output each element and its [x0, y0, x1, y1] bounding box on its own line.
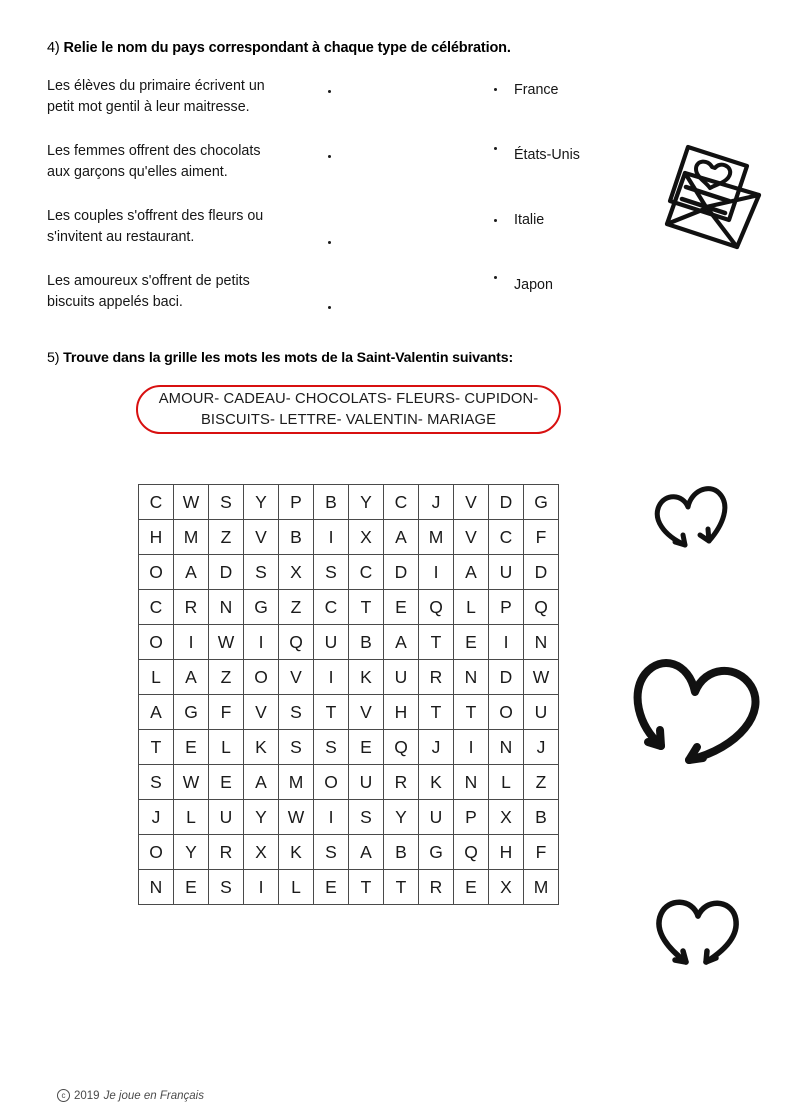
word-search-cell[interactable]: S [279, 730, 314, 765]
word-search-cell[interactable]: L [489, 765, 524, 800]
word-search-row [139, 590, 559, 625]
word-search-cell[interactable]: V [349, 695, 384, 730]
word-search-cell[interactable]: L [139, 660, 174, 695]
word-search-cell[interactable]: W [524, 660, 559, 695]
match-statement [47, 206, 317, 248]
match-statement-line1: Les femmes offrent des chocolats [47, 143, 261, 159]
word-search-cell[interactable]: D [524, 555, 559, 590]
exercise-4-number: 4) [47, 40, 60, 56]
word-search-cell[interactable]: T [139, 730, 174, 765]
word-search-cell[interactable]: A [349, 835, 384, 870]
word-search-cell[interactable]: T [454, 695, 489, 730]
match-dot-left[interactable] [328, 306, 331, 309]
match-statement-line1: Les couples s'offrent des fleurs ou [47, 208, 264, 224]
word-search-cell[interactable]: G [244, 590, 279, 625]
match-dot-left[interactable] [328, 90, 331, 93]
word-search-row [139, 555, 559, 590]
word-search-cell[interactable]: Y [244, 485, 279, 520]
match-dot-right[interactable] [494, 88, 497, 91]
word-search-row [139, 660, 559, 695]
word-search-cell[interactable]: X [489, 800, 524, 835]
word-search-cell[interactable]: U [524, 695, 559, 730]
heart-small-bottom-icon [648, 888, 748, 980]
word-search-cell[interactable]: C [139, 590, 174, 625]
match-row [47, 271, 657, 336]
word-search-cell[interactable]: N [489, 730, 524, 765]
word-search-cell[interactable]: E [384, 590, 419, 625]
word-search-cell[interactable]: L [174, 800, 209, 835]
match-row [47, 141, 657, 206]
word-search-cell[interactable]: M [279, 765, 314, 800]
word-search-cell[interactable]: U [209, 800, 244, 835]
word-list-line-1: AMOUR- CADEAU- CHOCOLATS- FLEURS- CUPIDON- [158, 390, 539, 407]
word-search-cell[interactable]: V [279, 660, 314, 695]
word-search-row [139, 835, 559, 870]
word-search-cell[interactable]: S [314, 555, 349, 590]
word-search-cell[interactable]: S [314, 730, 349, 765]
word-search-cell[interactable]: T [419, 625, 454, 660]
word-search-cell[interactable]: N [139, 870, 174, 905]
word-search-row [139, 765, 559, 800]
word-search-cell[interactable]: B [349, 625, 384, 660]
match-country: États-Unis [514, 147, 580, 163]
match-row [47, 206, 657, 271]
exercise-4-heading-text: Relie le nom du pays correspondant à chaque type de célébration. [63, 40, 511, 56]
copyright-icon: c [57, 1089, 70, 1102]
word-search-cell[interactable]: M [524, 870, 559, 905]
word-search-cell[interactable]: J [419, 485, 454, 520]
word-search-cell[interactable]: D [209, 555, 244, 590]
word-search-cell[interactable]: C [139, 485, 174, 520]
word-search-cell[interactable]: P [489, 590, 524, 625]
word-search-cell[interactable]: N [454, 660, 489, 695]
word-search-row [139, 730, 559, 765]
word-search-cell[interactable]: W [209, 625, 244, 660]
word-search-cell[interactable]: G [174, 695, 209, 730]
word-search-cell[interactable]: U [384, 660, 419, 695]
word-search-cell[interactable]: K [349, 660, 384, 695]
word-search-grid[interactable] [138, 484, 559, 905]
word-search-cell[interactable]: X [489, 870, 524, 905]
word-search-cell[interactable]: Q [279, 625, 314, 660]
word-search-cell[interactable]: Q [384, 730, 419, 765]
word-search-cell[interactable]: E [174, 730, 209, 765]
word-search-cell[interactable]: D [384, 555, 419, 590]
word-search-cell[interactable]: A [139, 695, 174, 730]
word-search-cell[interactable]: I [244, 625, 279, 660]
word-search-cell[interactable]: O [139, 835, 174, 870]
match-dot-left[interactable] [328, 155, 331, 158]
word-search-cell[interactable]: I [489, 625, 524, 660]
word-search-cell[interactable]: N [454, 765, 489, 800]
word-search-cell[interactable]: T [384, 870, 419, 905]
exercise-5-heading-text: Trouve dans la grille les mots les mots de la Saint-Valentin suivants: [63, 350, 514, 366]
word-search-cell[interactable]: V [454, 520, 489, 555]
word-search-cell[interactable]: S [139, 765, 174, 800]
word-search-grid-body [139, 485, 559, 905]
word-search-cell[interactable]: N [209, 590, 244, 625]
word-search-cell[interactable]: J [139, 800, 174, 835]
word-search-cell[interactable]: G [419, 835, 454, 870]
word-search-cell[interactable]: U [489, 555, 524, 590]
word-search-cell[interactable]: I [419, 555, 454, 590]
word-search-cell[interactable]: H [384, 695, 419, 730]
word-search-cell[interactable]: I [314, 800, 349, 835]
word-search-cell[interactable]: A [384, 625, 419, 660]
word-search-cell[interactable]: W [174, 765, 209, 800]
word-search-cell[interactable]: A [174, 555, 209, 590]
word-search-cell[interactable]: T [349, 590, 384, 625]
word-search-cell[interactable]: L [454, 590, 489, 625]
exercise-5-number: 5) [47, 350, 60, 366]
footer-brand: Je joue en Français [103, 1089, 204, 1102]
word-search-cell[interactable]: S [244, 555, 279, 590]
matching-exercise [47, 76, 657, 336]
word-search-row [139, 870, 559, 905]
match-dot-right[interactable] [494, 219, 497, 222]
word-search-cell[interactable]: I [244, 870, 279, 905]
word-search-row [139, 800, 559, 835]
heart-large-icon [627, 648, 775, 788]
word-search-cell[interactable]: Z [279, 590, 314, 625]
word-search-cell[interactable]: Q [454, 835, 489, 870]
word-search-cell[interactable]: R [419, 870, 454, 905]
word-search-cell[interactable]: K [244, 730, 279, 765]
word-search-cell[interactable]: I [454, 730, 489, 765]
match-statement-line2: s'invitent au restaurant. [47, 229, 195, 245]
match-country: France [514, 82, 559, 98]
word-search-cell[interactable]: L [279, 870, 314, 905]
word-search-cell[interactable]: Y [244, 800, 279, 835]
word-search-cell[interactable]: B [314, 485, 349, 520]
word-search-cell[interactable]: M [174, 520, 209, 555]
word-search-cell[interactable]: T [349, 870, 384, 905]
match-statement-line2: aux garçons qu'elles aiment. [47, 164, 228, 180]
word-search-cell[interactable]: C [349, 555, 384, 590]
word-list-box [136, 385, 561, 434]
word-search-cell[interactable]: W [279, 800, 314, 835]
word-search-cell[interactable]: R [384, 765, 419, 800]
word-search-cell[interactable]: J [524, 730, 559, 765]
exercise-4-heading [47, 40, 511, 56]
word-search-cell[interactable]: E [314, 870, 349, 905]
match-statement-line2: petit mot gentil à leur maitresse. [47, 99, 250, 115]
word-search-cell[interactable]: F [524, 835, 559, 870]
word-search-cell[interactable]: A [244, 765, 279, 800]
match-row [47, 76, 657, 141]
match-dot-right[interactable] [494, 147, 497, 150]
word-search-cell[interactable]: Z [209, 660, 244, 695]
envelope-with-heart-letter-icon [651, 131, 773, 253]
word-search-cell[interactable]: S [209, 485, 244, 520]
word-search-cell[interactable]: V [454, 485, 489, 520]
word-search-cell[interactable]: C [384, 485, 419, 520]
word-search-cell[interactable]: Y [349, 485, 384, 520]
word-search-cell[interactable]: H [139, 520, 174, 555]
word-search-cell[interactable]: O [314, 765, 349, 800]
exercise-5-heading [47, 350, 513, 366]
word-search-cell[interactable]: O [139, 625, 174, 660]
match-dot-left[interactable] [328, 241, 331, 244]
word-search-cell[interactable]: H [489, 835, 524, 870]
word-search-cell[interactable]: A [454, 555, 489, 590]
word-search-cell[interactable]: I [174, 625, 209, 660]
word-search-row [139, 625, 559, 660]
word-search-cell[interactable]: R [209, 835, 244, 870]
word-search-cell[interactable]: N [524, 625, 559, 660]
word-search-cell[interactable]: E [454, 625, 489, 660]
word-search-cell[interactable]: Q [419, 590, 454, 625]
word-search-cell[interactable]: U [419, 800, 454, 835]
word-search-cell[interactable]: X [244, 835, 279, 870]
word-search-cell[interactable]: E [454, 870, 489, 905]
word-search-cell[interactable]: U [349, 765, 384, 800]
word-search-cell[interactable]: Z [209, 520, 244, 555]
word-search-cell[interactable]: L [209, 730, 244, 765]
word-search-cell[interactable]: B [279, 520, 314, 555]
word-search-row [139, 485, 559, 520]
word-search-cell[interactable]: V [244, 520, 279, 555]
word-search-cell[interactable]: M [419, 520, 454, 555]
match-statement-line2: biscuits appelés baci. [47, 294, 183, 310]
word-search-cell[interactable]: X [279, 555, 314, 590]
word-search-cell[interactable]: Y [384, 800, 419, 835]
word-search-cell[interactable]: D [489, 485, 524, 520]
word-search-cell[interactable]: E [209, 765, 244, 800]
word-search-cell[interactable]: P [454, 800, 489, 835]
word-search-cell[interactable]: G [524, 485, 559, 520]
word-search-cell[interactable]: R [174, 590, 209, 625]
word-search-cell[interactable]: U [314, 625, 349, 660]
match-country: Italie [514, 212, 545, 228]
word-search-cell[interactable]: E [349, 730, 384, 765]
word-search-row [139, 520, 559, 555]
word-search-cell[interactable]: B [384, 835, 419, 870]
word-search-cell[interactable]: I [314, 660, 349, 695]
word-search-cell[interactable]: F [209, 695, 244, 730]
word-search-cell[interactable]: P [279, 485, 314, 520]
word-search-cell[interactable]: K [279, 835, 314, 870]
word-search-cell[interactable]: C [314, 590, 349, 625]
footer-year: 2019 [74, 1089, 100, 1102]
match-dot-right[interactable] [494, 276, 497, 279]
word-search-cell[interactable]: X [349, 520, 384, 555]
word-list-line-2: BISCUITS- LETTRE- VALENTIN- MARIAGE [200, 411, 497, 428]
word-search-cell[interactable]: W [174, 485, 209, 520]
word-search-cell[interactable]: E [174, 870, 209, 905]
word-search-cell[interactable]: B [524, 800, 559, 835]
word-search-cell[interactable]: Y [174, 835, 209, 870]
word-search-cell[interactable]: O [489, 695, 524, 730]
word-search-cell[interactable]: Z [524, 765, 559, 800]
word-search-cell[interactable]: R [419, 660, 454, 695]
word-search-cell[interactable]: T [419, 695, 454, 730]
match-statement [47, 76, 317, 118]
word-search-cell[interactable]: T [314, 695, 349, 730]
word-search-cell[interactable]: S [209, 870, 244, 905]
word-search-row [139, 695, 559, 730]
word-search-cell[interactable]: K [419, 765, 454, 800]
word-search-cell[interactable]: D [489, 660, 524, 695]
word-search-cell[interactable]: V [244, 695, 279, 730]
word-search-cell[interactable]: Q [524, 590, 559, 625]
match-statement-line1: Les élèves du primaire écrivent un [47, 78, 265, 94]
match-country: Japon [514, 277, 553, 293]
word-search-cell[interactable]: C [489, 520, 524, 555]
word-search-cell[interactable]: I [314, 520, 349, 555]
footer-copyright [57, 1089, 204, 1102]
word-search-cell[interactable]: O [244, 660, 279, 695]
heart-small-top-icon [645, 473, 740, 563]
word-search-cell[interactable]: A [174, 660, 209, 695]
word-search-cell[interactable]: F [524, 520, 559, 555]
word-search-cell[interactable]: S [314, 835, 349, 870]
match-statement [47, 141, 317, 183]
word-search-cell[interactable]: S [279, 695, 314, 730]
word-search-cell[interactable]: A [384, 520, 419, 555]
match-statement-line1: Les amoureux s'offrent de petits [47, 273, 250, 289]
match-statement [47, 271, 317, 313]
word-search-cell[interactable]: O [139, 555, 174, 590]
word-search-cell[interactable]: S [349, 800, 384, 835]
word-search-cell[interactable]: J [419, 730, 454, 765]
